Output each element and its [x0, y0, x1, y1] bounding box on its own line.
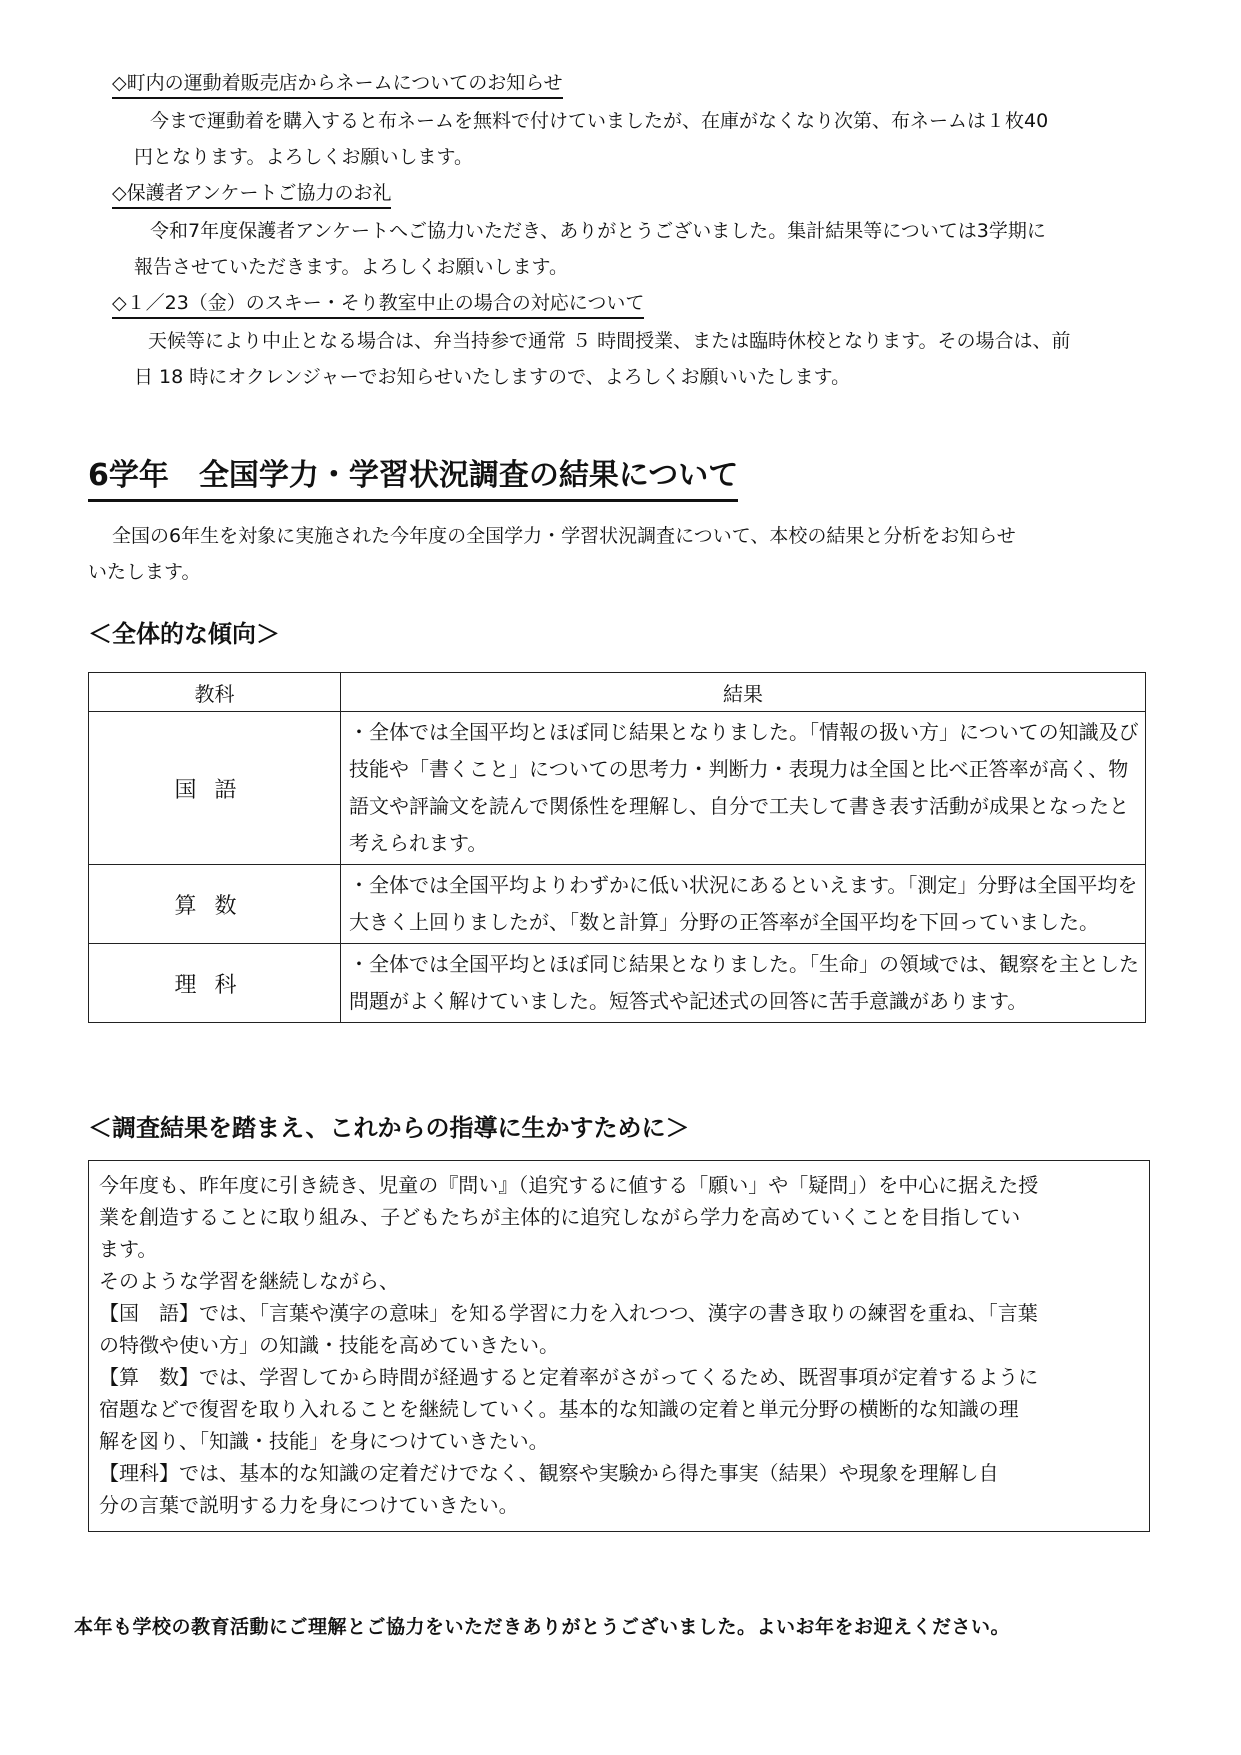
- result-cell: ・全体では全国平均とほぼ同じ結果となりました。「生命」の領域では、観察を主とした問題がよく解けていました。短答式や記述式の回答に苦手意識があります。: [341, 944, 1146, 1023]
- guidance-line: そのような学習を継続しながら、: [99, 1269, 399, 1293]
- table-header-row: [89, 673, 1146, 712]
- subject-cell: 理科: [89, 944, 341, 1023]
- notice-ski-cancellation: [112, 290, 1172, 395]
- header-result: 結果: [341, 673, 1146, 712]
- notice-body: [112, 323, 1172, 395]
- notice-body: [112, 103, 1172, 175]
- results-table: [88, 672, 1146, 1023]
- intro-line: いたします。: [88, 561, 201, 583]
- notice-line: 天候等により中止となる場合は、弁当持参で通常 ５ 時間授業、または臨時休校となります。その場合は、前: [148, 330, 1071, 352]
- notice-line: 円となります。よろしくお願いします。: [134, 146, 473, 168]
- notice-line: 今まで運動着を購入すると布ネームを無料で付けていましたが、在庫がなくなり次第、布ネームは１枚40: [150, 110, 1049, 132]
- guidance-line: 業を創造することに取り組み、子どもたちが主体的に追究しながら学力を高めていくことを目指してい: [99, 1205, 1021, 1229]
- intro-line: 全国の6年生を対象に実施された今年度の全国学力・学習状況調査について、本校の結果と分析をお知らせ: [112, 525, 1016, 547]
- notice-title: ◇保護者アンケートご協力のお礼: [112, 180, 391, 209]
- table-row: [89, 865, 1146, 944]
- guidance-heading: ＜調査結果を踏まえ、これからの指導に生かすために＞: [88, 1114, 690, 1142]
- notice-body: [112, 213, 1172, 285]
- result-cell: ・全体では全国平均とほぼ同じ結果となりました。「情報の扱い方」についての知識及び技能や「書くこと」についての思考力・判断力・表現力は全国と比べ正答率が高く、物語文や評論文を読んで関係性を理解し、自分で工夫して書き表す活動が成果となったと考えられます。: [341, 712, 1146, 865]
- guidance-line: 分の言葉で説明する力を身につけていきたい。: [99, 1493, 519, 1517]
- guidance-line: 宿題などで復習を取り入れることを継続していく。基本的な知識の定着と単元分野の横断的な知識の理: [99, 1397, 1019, 1421]
- guidance-line: の特徴や使い方」の知識・技能を高めていきたい。: [99, 1333, 559, 1357]
- table-row: [89, 944, 1146, 1023]
- result-cell: ・全体では全国平均よりわずかに低い状況にあるといえます。「測定」分野は全国平均を大きく上回りましたが、「数と計算」分野の正答率が全国平均を下回っていました。: [341, 865, 1146, 944]
- notice-title: ◇町内の運動着販売店からネームについてのお知らせ: [112, 70, 563, 99]
- guidance-line: 解を図り、「知識・技能」を身につけていきたい。: [99, 1429, 549, 1453]
- notice-line: 報告させていただきます。よろしくお願いします。: [134, 256, 568, 278]
- guidance-line: 【算 数】では、学習してから時間が経過すると定着率がさがってくるため、既習事項が定着するように: [99, 1365, 1039, 1389]
- subject-cell: 算数: [89, 865, 341, 944]
- guidance-box: [88, 1160, 1150, 1532]
- notice-line: 令和7年度保護者アンケートへご協力いただき、ありがとうございました。集計結果等については3学期に: [150, 220, 1046, 242]
- notice-title: ◇１／23（金）のスキー・そり教室中止の場合の対応について: [112, 290, 644, 319]
- guidance-line: 今年度も、昨年度に引き続き、児童の『問い』（追究するに値する「願い」や「疑問」）を中心に据えた授: [99, 1173, 1039, 1197]
- guidance-line: ます。: [99, 1237, 158, 1261]
- notice-line: 日 18 時にオクレンジャーでお知らせいたしますので、よろしくお願いいたします。: [134, 366, 851, 388]
- table-row: [89, 712, 1146, 865]
- header-subject: 教科: [89, 673, 341, 712]
- closing-message: 本年も学校の教育活動にご理解とご協力をいただきありがとうございました。よいお年をお迎えください。: [74, 1616, 1011, 1638]
- subject-cell: 国語: [89, 712, 341, 865]
- notice-survey-thanks: [112, 180, 1172, 285]
- section-intro: [88, 518, 1178, 590]
- section-title: 6学年 全国学力・学習状況調査の結果について: [88, 455, 738, 502]
- overall-trend-heading: ＜全体的な傾向＞: [88, 620, 280, 648]
- guidance-line: 【理科】では、基本的な知識の定着だけでなく、観察や実験から得た事実（結果）や現象を理解し自: [99, 1461, 999, 1485]
- guidance-line: 【国 語】では、「言葉や漢字の意味」を知る学習に力を入れつつ、漢字の書き取りの練習を重ね、「言葉: [99, 1301, 1038, 1325]
- notice-name-tag: [112, 70, 1172, 175]
